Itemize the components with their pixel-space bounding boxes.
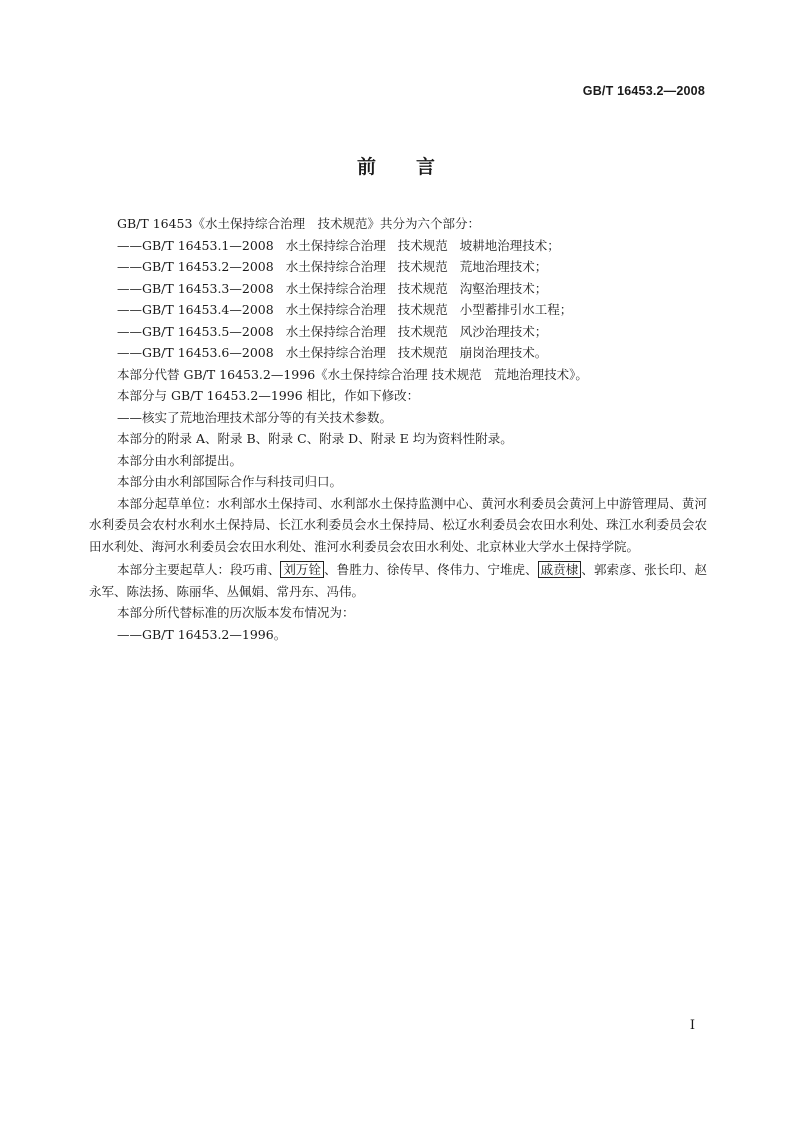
list-item: ——GB/T 16453.4—2008 水土保持综合治理 技术规范 小型蓄排引水工程； (117, 302, 573, 317)
intro-paragraph: GB/T 16453《水土保持综合治理 技术规范》共分为六个部分： (117, 216, 480, 231)
drafters-paragraph: 本部分主要起草人：段巧甫、 刘万铨 、鲁胜力、徐传早、佟伟力、宁堆虎、 戚贲棣 、郭索彦、张长印、赵永军、陈法扬、陈丽华、丛佩娟、常丹东、冯伟。 (89, 562, 707, 599)
drafting-units-paragraph: 本部分起草单位：水利部水土保持司、水利部水土保持监测中心、黄河水利委员会黄河上中游管理局、黄河水利委员会农村水利水土保持局、长江水利委员会水土保持局、松辽水利委员会农田水利处、珠江水利委员会农田水利处、海河水利委员会农田水利处、淮河水利委员会农田水利处、北京林业大学水土保持学院。 (89, 495, 707, 554)
parts-list (89, 235, 707, 364)
list-item: ——GB/T 16453.1—2008 水土保持综合治理 技术规范 坡耕地治理技术； (117, 237, 560, 253)
change-item: ——核实了荒地治理技术部分等的有关技术参数。 (117, 409, 393, 425)
page-title (0, 152, 794, 179)
boxed-name: 戚贲棣 (538, 561, 582, 578)
boxed-name: 刘万铨 (280, 561, 324, 578)
history-item: ——GB/T 16453.2—1996。 (117, 626, 287, 642)
list-item: ——GB/T 16453.6—2008 水土保持综合治理 技术规范 崩岗治理技术。 (117, 345, 548, 360)
standard-code: GB/T 16453.2—2008 (582, 84, 705, 98)
replaces-paragraph: 本部分代替 GB/T 16453.2—1996《水土保持综合治理 技术规范 荒地治理技术》。 (117, 366, 588, 382)
title-char-2: 言 (416, 156, 438, 178)
list-item: ——GB/T 16453.5—2008 水土保持综合治理 技术规范 风沙治理技术； (117, 323, 548, 339)
history-intro: 本部分所代替标准的历次版本发布情况为： (117, 605, 355, 620)
list-item: ——GB/T 16453.3—2008 水土保持综合治理 技术规范 沟壑治理技术； (117, 280, 548, 296)
page-number: I (689, 1018, 695, 1033)
compare-paragraph: 本部分与 GB/T 16453.2—1996 相比，作如下修改： (117, 388, 420, 403)
title-char-1: 前 (356, 156, 378, 178)
appendix-paragraph: 本部分的附录 A、附录 B、附录 C、附录 D、附录 E 均为资料性附录。 (117, 431, 513, 446)
foreword-body (89, 213, 707, 645)
managed-paragraph: 本部分由水利部国际合作与科技司归口。 (117, 474, 343, 489)
list-item: ——GB/T 16453.2—2008 水土保持综合治理 技术规范 荒地治理技术； (117, 259, 548, 274)
proposed-paragraph: 本部分由水利部提出。 (117, 452, 243, 468)
